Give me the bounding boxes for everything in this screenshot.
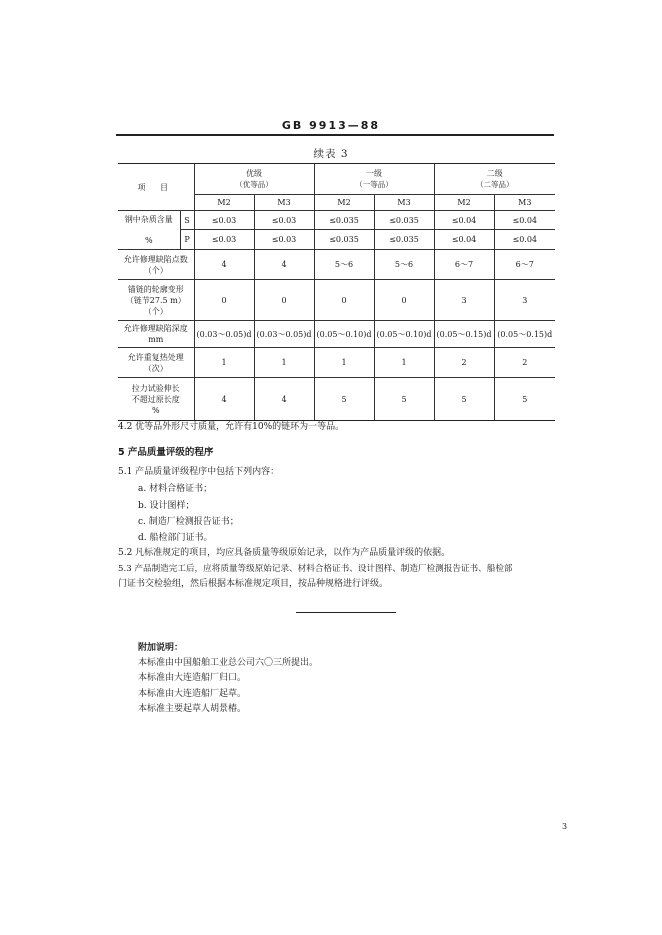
table-cell: ≤0.03 — [254, 211, 314, 230]
item-header: 项 目 — [118, 164, 194, 211]
table-cell: 6～7 — [434, 250, 494, 280]
table-cell: ≤0.03 — [254, 230, 314, 250]
table-cell: ≤0.03 — [194, 211, 254, 230]
note-line: 本标准主要起草人胡景椿。 — [138, 704, 247, 714]
table-cell: 0 — [374, 280, 434, 321]
table-cell: 5 — [374, 378, 434, 421]
list-item: d. 船检部门证书。 — [138, 533, 213, 543]
table-cell: ≤0.035 — [314, 211, 374, 230]
table-cell: 1 — [194, 348, 254, 378]
table-cell: 1 — [254, 348, 314, 378]
grade-header: 二级 （二等品） — [434, 164, 555, 195]
row-label: 允许修理缺陷点数 （个） — [118, 250, 194, 280]
table-row — [118, 321, 555, 348]
table-cell: 0 — [314, 280, 374, 321]
header-rule — [116, 134, 554, 136]
table-cell: 3 — [494, 280, 555, 321]
table-cell: ≤0.04 — [494, 230, 555, 250]
table-cell: (0.03～0.05)d — [254, 321, 314, 348]
table-cell: 4 — [194, 378, 254, 421]
table-cell: 0 — [194, 280, 254, 321]
notes-title: 附加说明： — [138, 643, 184, 653]
table-cell: 2 — [494, 348, 555, 378]
table-cell: ≤0.035 — [314, 230, 374, 250]
table-cell: (0.05～0.15)d — [494, 321, 555, 348]
table-row — [118, 250, 555, 280]
subcol-label: M3 — [254, 195, 314, 211]
note-line: 本标准由中国船舶工业总公司六〇三所提出。 — [138, 658, 319, 668]
clause-5-2: 5.2 凡标准规定的项目，均应具备质量等级原始记录，以作为产品质量评级的依据。 — [118, 548, 451, 558]
page-number: 3 — [562, 822, 568, 831]
row-label: 允许修理缺陷深度 mm — [118, 321, 194, 348]
table-cell: 1 — [314, 348, 374, 378]
table-cell: (0.05～0.10)d — [374, 321, 434, 348]
table-cell: (0.05～0.15)d — [434, 321, 494, 348]
end-rule — [296, 612, 396, 613]
table-cell: ≤0.04 — [434, 230, 494, 250]
section-5-title: 5 产品质量评级的程序 — [118, 447, 214, 458]
table-cell: 4 — [254, 378, 314, 421]
table-cell: 4 — [194, 250, 254, 280]
table-cell: ≤0.035 — [374, 230, 434, 250]
table-cell: ≤0.03 — [194, 230, 254, 250]
table-cell: 5～6 — [374, 250, 434, 280]
impurity-label: 钢中杂质含量 % — [118, 211, 180, 250]
table-row — [118, 211, 555, 230]
list-item: b. 设计图样； — [138, 501, 195, 511]
table-header-row — [118, 164, 555, 195]
element-symbol: S — [180, 211, 194, 230]
table-cell: 4 — [254, 250, 314, 280]
table-cell: 5 — [434, 378, 494, 421]
subcol-label: M2 — [194, 195, 254, 211]
clause-5-3-continued: 门证书交检验组，然后根据本标准规定项目，按品种规格进行评级。 — [118, 579, 389, 589]
table-cell: 0 — [254, 280, 314, 321]
table-caption: 续表 3 — [313, 148, 349, 160]
table-row — [118, 230, 555, 250]
table-row — [118, 348, 555, 378]
table-cell: 1 — [374, 348, 434, 378]
note-line: 本标准由大连造船厂归口。 — [138, 673, 247, 683]
table-cell: 3 — [434, 280, 494, 321]
table-cell: 5 — [494, 378, 555, 421]
grade-header: 一级 （一等品） — [314, 164, 434, 195]
subcol-label: M3 — [494, 195, 555, 211]
clause-4-2: 4.2 优等品外形尺寸质量，允许有10%的链环为一等品。 — [118, 422, 345, 432]
standard-code: GB 9913—88 — [281, 119, 381, 132]
clause-5-1: 5.1 产品质量评级程序中包括下列内容： — [118, 467, 280, 477]
list-item: a. 材料合格证书； — [138, 484, 213, 494]
table-cell: (0.03～0.05)d — [194, 321, 254, 348]
table-cell: 5～6 — [314, 250, 374, 280]
table-cell: 5 — [314, 378, 374, 421]
list-item: c. 制造厂检测报告证书； — [138, 517, 239, 527]
table-cell: ≤0.035 — [374, 211, 434, 230]
quality-grade-table — [118, 163, 555, 421]
subcol-label: M2 — [314, 195, 374, 211]
clause-5-3: 5.3 产品制造完工后，应将质量等级原始记录、材料合格证书、设计图样、制造厂检测报告证书、船检部 — [118, 564, 513, 574]
subcol-label: M2 — [434, 195, 494, 211]
table-cell: (0.05～0.10)d — [314, 321, 374, 348]
table-cell: 6～7 — [494, 250, 555, 280]
table-cell: 2 — [434, 348, 494, 378]
row-label: 锚链的轮廓变形 （链节27.5 m） （个） — [118, 280, 194, 321]
table-cell: ≤0.04 — [494, 211, 555, 230]
row-label: 允许重复热处理 （次） — [118, 348, 194, 378]
table-row — [118, 280, 555, 321]
element-symbol: P — [180, 230, 194, 250]
row-label: 拉力试验伸长 不超过原长度 % — [118, 378, 194, 421]
table-row — [118, 378, 555, 421]
subcol-label: M3 — [374, 195, 434, 211]
table-cell: ≤0.04 — [434, 211, 494, 230]
note-line: 本标准由大连造船厂起草。 — [138, 689, 247, 699]
grade-header: 优级 （优等品） — [194, 164, 314, 195]
